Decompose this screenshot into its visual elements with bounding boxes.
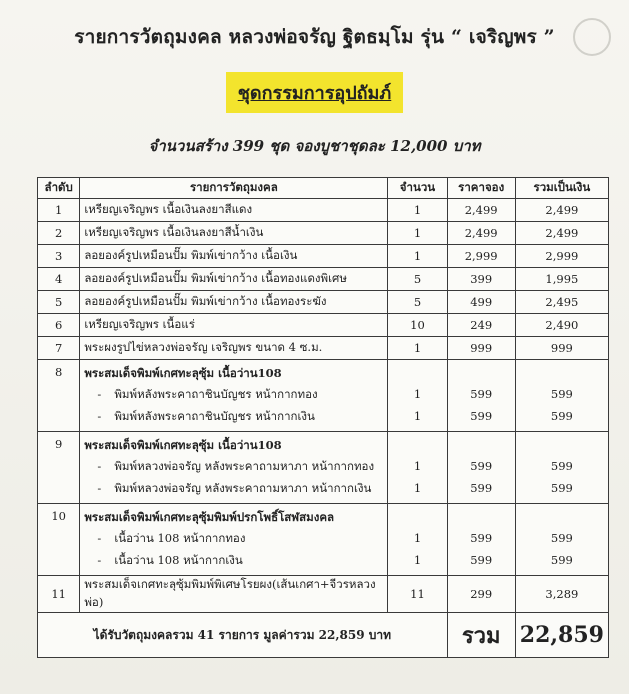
items-table: [37, 177, 609, 658]
sub-item: [84, 383, 383, 405]
row-name: เหรียญเจริญพร เนื้อแร่: [80, 314, 388, 337]
sub-item-qty: 1: [413, 481, 422, 495]
row-no: 1: [38, 199, 80, 222]
row-price: 249: [447, 314, 515, 337]
row-total: 2,499: [515, 199, 608, 222]
sub-item-price: 599: [470, 387, 493, 401]
row-total: 2,499: [515, 222, 608, 245]
row-price: 2,499: [447, 222, 515, 245]
row-name: ลอยองค์รูปเหมือนปั๊ม พิมพ์เข่ากว้าง เนื้อทองแดงพิเศษ: [80, 268, 388, 291]
table-row: [38, 314, 609, 337]
sub-item-qty: 1: [413, 459, 422, 473]
row-total: 3,289: [515, 576, 608, 613]
table-row: [38, 268, 609, 291]
sub-item-price: 599: [470, 409, 493, 423]
row-no: 3: [38, 245, 80, 268]
group-qty-cell: [388, 360, 447, 432]
row-no: 9: [38, 432, 80, 504]
row-name: เหรียญเจริญพร เนื้อเงินลงยาสีแดง: [80, 199, 388, 222]
bullet-dash: -: [97, 531, 102, 545]
group-qty-cell: [388, 432, 447, 504]
group-name-cell: [80, 360, 388, 432]
table-row: [38, 576, 609, 613]
sub-item: [84, 527, 383, 549]
header-total: รวมเป็นเงิน: [515, 178, 608, 199]
row-no: 6: [38, 314, 80, 337]
row-no: 10: [38, 504, 80, 576]
group-name-cell: [80, 432, 388, 504]
sub-item-price: 599: [470, 553, 493, 567]
row-total: 2,490: [515, 314, 608, 337]
row-qty: 11: [388, 576, 447, 613]
row-name: ลอยองค์รูปเหมือนปั๊ม พิมพ์เข่ากว้าง เนื้อทองระฆัง: [80, 291, 388, 314]
bullet-dash: -: [97, 387, 102, 401]
group-title: พระสมเด็จพิมพ์เกศทะลุซุ้ม เนื้อว่าน108: [84, 438, 282, 452]
table-row: [38, 222, 609, 245]
sub-item: [84, 477, 383, 499]
group-price-cell: [447, 504, 515, 576]
row-total: 2,999: [515, 245, 608, 268]
group-total-cell: [515, 432, 608, 504]
table-group-row: [38, 432, 609, 504]
row-price: 299: [447, 576, 515, 613]
header-price: ราคาจอง: [447, 178, 515, 199]
sub-item-total: 599: [550, 409, 573, 423]
sub-item-total: 599: [550, 531, 573, 545]
row-no: 4: [38, 268, 80, 291]
sub-item-name: เนื้อว่าน 108 หน้ากากเงิน: [114, 553, 243, 567]
row-price: 2,999: [447, 245, 515, 268]
sub-item: [84, 405, 383, 427]
bullet-dash: -: [97, 481, 102, 495]
header-name: รายการวัตถุมงคล: [80, 178, 388, 199]
row-total: 999: [515, 337, 608, 360]
sub-item-qty: 1: [413, 553, 422, 567]
header-no: ลำดับ: [38, 178, 80, 199]
row-no: 2: [38, 222, 80, 245]
row-price: 2,499: [447, 199, 515, 222]
row-total: 1,995: [515, 268, 608, 291]
edition-info: จำนวนสร้าง 399 ชุด จองบูชาชุดละ 12,000 บาท: [148, 137, 481, 155]
row-qty: 1: [388, 337, 447, 360]
group-title: พระสมเด็จพิมพ์เกศทะลุซุ้ม เนื้อว่าน108: [84, 366, 282, 380]
row-no: 5: [38, 291, 80, 314]
row-price: 999: [447, 337, 515, 360]
row-name: เหรียญเจริญพร เนื้อเงินลงยาสีน้ำเงิน: [80, 222, 388, 245]
row-no: 8: [38, 360, 80, 432]
sub-item-name: พิมพ์หลังพระคาถาชินบัญชร หน้ากากทอง: [114, 387, 318, 401]
header-qty: จำนวน: [388, 178, 447, 199]
row-name: ลอยองค์รูปเหมือนปั๊ม พิมพ์เข่ากว้าง เนื้อเงิน: [80, 245, 388, 268]
row-price: 399: [447, 268, 515, 291]
table-row: [38, 337, 609, 360]
table-row: [38, 245, 609, 268]
row-total: 2,495: [515, 291, 608, 314]
page-title: รายการวัตถุมงคล หลวงพ่อจรัญ ฐิตธมฺโม รุ่น “ เจริญพร ”: [74, 26, 555, 48]
row-qty: 5: [388, 291, 447, 314]
row-no: 7: [38, 337, 80, 360]
sub-item-price: 599: [470, 531, 493, 545]
row-price: 499: [447, 291, 515, 314]
sub-item-total: 599: [550, 553, 573, 567]
group-total-cell: [515, 360, 608, 432]
sub-item-name: เนื้อว่าน 108 หน้ากากทอง: [114, 531, 246, 545]
row-name: พระสมเด็จเกศทะลุซุ้มพิมพ์พิเศษโรยผง(เส้นเกศา+จีวรหลวงพ่อ): [80, 576, 388, 613]
bullet-dash: -: [97, 553, 102, 567]
sub-item-price: 599: [470, 481, 493, 495]
table-row: [38, 291, 609, 314]
row-name: พระผงรูปไข่หลวงพ่อจรัญ เจริญพร ขนาด 4 ซ.ม.: [80, 337, 388, 360]
table-group-row: [38, 360, 609, 432]
page-subtitle: ชุดกรรมการอุปถัมภ์: [226, 72, 404, 113]
group-qty-cell: [388, 504, 447, 576]
sub-item-total: 599: [550, 459, 573, 473]
row-qty: 1: [388, 222, 447, 245]
group-title: พระสมเด็จพิมพ์เกศทะลุซุ้มพิมพ์ปรกโพธิ์โสฬสมงคล: [84, 510, 335, 524]
sub-item-price: 599: [470, 459, 493, 473]
row-qty: 10: [388, 314, 447, 337]
group-name-cell: [80, 504, 388, 576]
footer-total-sum: 22,859: [515, 613, 608, 658]
bullet-dash: -: [97, 409, 102, 423]
footer-total-label: รวม: [447, 613, 515, 658]
group-price-cell: [447, 360, 515, 432]
sub-item-qty: 1: [413, 409, 422, 423]
subtitle-container: [0, 72, 629, 113]
row-qty: 1: [388, 199, 447, 222]
sub-item: [84, 549, 383, 571]
sub-item-name: พิมพ์หลังพระคาถาชินบัญชร หน้ากากเงิน: [114, 409, 315, 423]
table-row: [38, 199, 609, 222]
sub-item-name: พิมพ์หลวงพ่อจรัญ หลังพระคาถามหาภา หน้ากากทอง: [114, 459, 375, 473]
sub-item: [84, 455, 383, 477]
sub-item-name: พิมพ์หลวงพ่อจรัญ หลังพระคาถามหาภา หน้ากากเงิน: [114, 481, 372, 495]
sub-item-qty: 1: [413, 531, 422, 545]
bullet-dash: -: [97, 459, 102, 473]
row-qty: 1: [388, 245, 447, 268]
sub-item-total: 599: [550, 387, 573, 401]
sub-item-total: 599: [550, 481, 573, 495]
row-qty: 5: [388, 268, 447, 291]
table-group-row: [38, 504, 609, 576]
group-price-cell: [447, 432, 515, 504]
table-header-row: [38, 178, 609, 199]
sub-item-qty: 1: [413, 387, 422, 401]
footer-summary: ได้รับวัตถุมงคลรวม 41 รายการ มูลค่ารวม 22,859 บาท: [38, 613, 448, 658]
row-no: 11: [38, 576, 80, 613]
table-footer-row: [38, 613, 609, 658]
group-total-cell: [515, 504, 608, 576]
